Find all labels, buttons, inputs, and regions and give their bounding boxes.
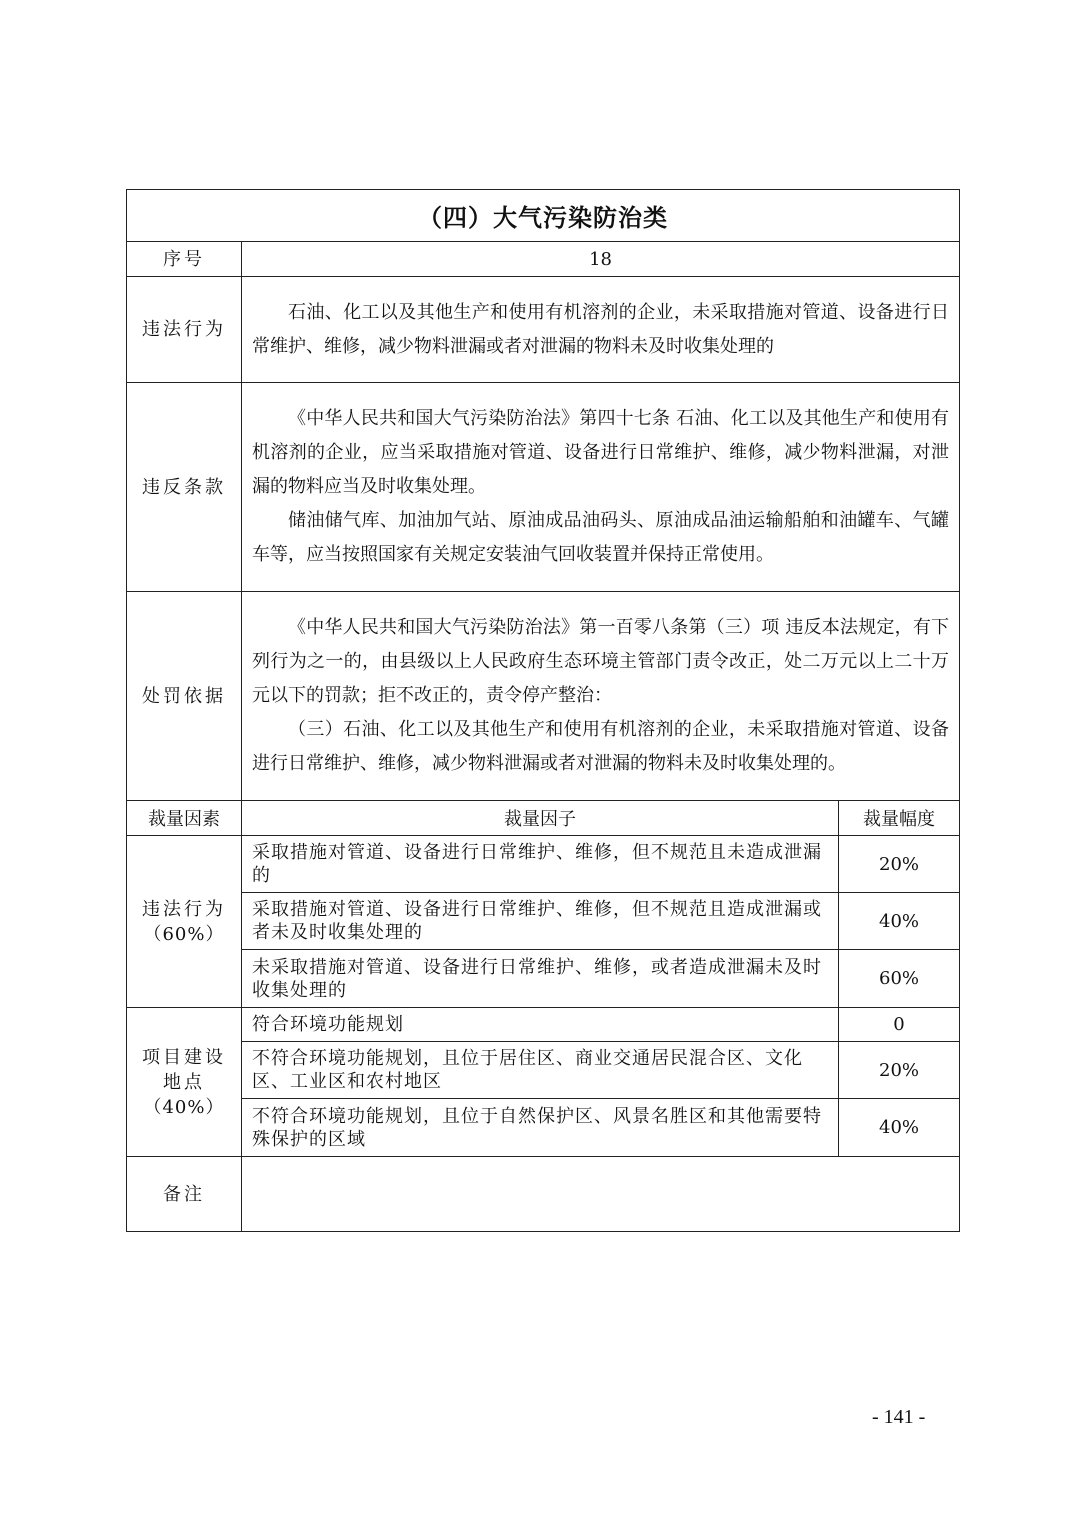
violation-text: 石油、化工以及其他生产和使用有机溶剂的企业，未采取措施对管道、设备进行日常维护、维修，减少物料泄漏或者对泄漏的物料未及时收集处理的 [252, 301, 950, 357]
discretion-range-header: 裁量幅度 [839, 801, 960, 836]
factor-text: 不符合环境功能规划，且位于自然保护区、风景名胜区和其他需要特殊保护的区域 [242, 1099, 839, 1157]
violation-group-label [127, 836, 242, 1008]
factor-percent: 20% [839, 1042, 960, 1099]
remarks-label: 备注 [127, 1157, 242, 1232]
factor-text: 采取措施对管道、设备进行日常维护、维修，但不规范且未造成泄漏的 [242, 836, 839, 893]
clause-paragraph: 《中华人民共和国大气污染防治法》第四十七条 石油、化工以及其他生产和使用有机溶剂的企业，应当采取措施对管道、设备进行日常维护、维修，减少物料泄漏，对泄漏的物料应当及时收集处理。 [252, 408, 950, 497]
clause-label: 违反条款 [127, 383, 242, 592]
violation-label: 违法行为 [127, 277, 242, 383]
group-label-line: 违法行为 [142, 898, 226, 920]
penalty-discretion-table [126, 189, 960, 1232]
discretion-item-header: 裁量因子 [242, 801, 839, 836]
clause-text-cell [242, 383, 960, 592]
factor-percent: 20% [839, 836, 960, 893]
discretion-factor-header: 裁量因素 [127, 801, 242, 836]
violation-text-cell [242, 277, 960, 383]
factor-text: 不符合环境功能规划，且位于居住区、商业交通居民混合区、文化区、工业区和农村地区 [242, 1042, 839, 1099]
remarks-value [242, 1157, 960, 1232]
seq-value: 18 [242, 242, 960, 277]
group-label-line: 项目建设 [142, 1046, 226, 1068]
group-label-weight: （60%） [143, 923, 225, 945]
penalty-label: 处罚依据 [127, 592, 242, 801]
factor-text: 未采取措施对管道、设备进行日常维护、维修，或者造成泄漏未及时收集处理的 [242, 950, 839, 1008]
page-number: - 141 - [872, 1406, 926, 1428]
factor-text: 符合环境功能规划 [242, 1008, 839, 1042]
factor-percent: 40% [839, 893, 960, 950]
group-label-line: 地点 [163, 1071, 205, 1093]
factor-percent: 0 [839, 1008, 960, 1042]
location-group-label [127, 1008, 242, 1157]
factor-percent: 60% [839, 950, 960, 1008]
group-label-weight: （40%） [143, 1096, 225, 1118]
penalty-paragraph: （三）石油、化工以及其他生产和使用有机溶剂的企业，未采取措施对管道、设备进行日常维护、维修，减少物料泄漏或者对泄漏的物料未及时收集处理的。 [252, 719, 950, 774]
seq-label: 序号 [127, 242, 242, 277]
clause-paragraph: 储油储气库、加油加气站、原油成品油码头、原油成品油运输船舶和油罐车、气罐车等，应当按照国家有关规定安装油气回收装置并保持正常使用。 [252, 510, 950, 565]
factor-text: 采取措施对管道、设备进行日常维护、维修，但不规范且造成泄漏或者未及时收集处理的 [242, 893, 839, 950]
penalty-text-cell [242, 592, 960, 801]
table-title: （四）大气污染防治类 [127, 190, 960, 242]
penalty-paragraph: 《中华人民共和国大气污染防治法》第一百零八条第（三）项 违反本法规定，有下列行为之一的，由县级以上人民政府生态环境主管部门责令改正，处二万元以上二十万元以下的罚款；拒不改正的，责令停产整治： [252, 617, 950, 706]
factor-percent: 40% [839, 1099, 960, 1157]
